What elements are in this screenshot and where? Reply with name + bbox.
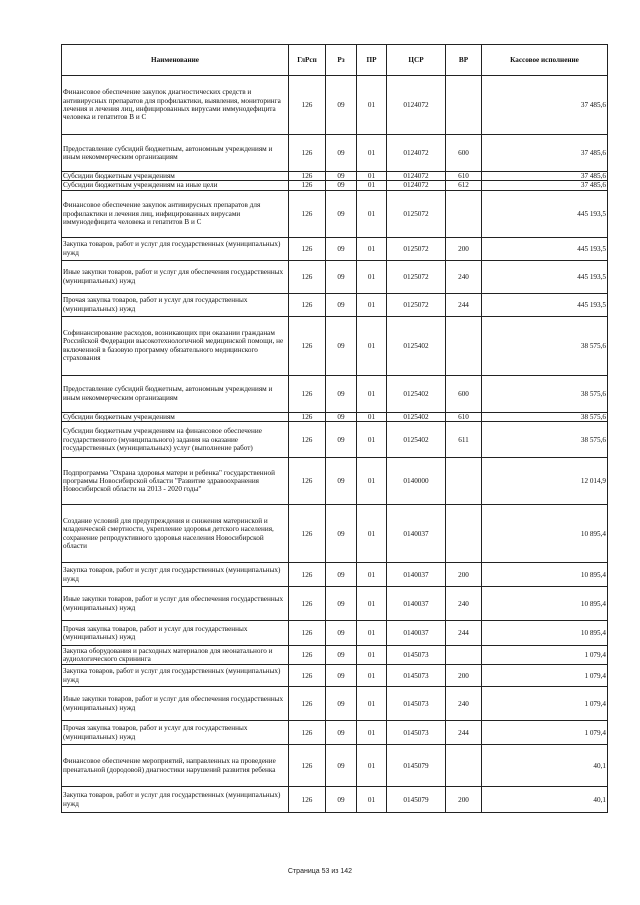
table-row	[62, 665, 608, 687]
cell-pr: 01	[357, 646, 387, 665]
table-row	[62, 293, 608, 316]
cell-pr: 01	[357, 563, 387, 587]
cell-glrsp: 126	[289, 293, 326, 316]
cell-pr: 01	[357, 237, 387, 260]
cell-glrsp: 126	[289, 687, 326, 721]
cell-glrsp: 126	[289, 260, 326, 293]
header-pr: ПР	[357, 45, 387, 76]
cell-glrsp: 126	[289, 787, 326, 813]
table-row	[62, 721, 608, 745]
cell-rz: 09	[326, 237, 357, 260]
cell-vr	[446, 458, 482, 505]
cell-name: Закупка товаров, работ и услуг для государственных (муниципальных) нужд	[62, 665, 289, 687]
cell-rz: 09	[326, 135, 357, 172]
cell-vr: 240	[446, 260, 482, 293]
cell-csr: 0125072	[387, 293, 446, 316]
cell-rz: 09	[326, 260, 357, 293]
cell-csr: 0140037	[387, 587, 446, 621]
cell-pr: 01	[357, 787, 387, 813]
table-row	[62, 260, 608, 293]
cell-csr: 0125402	[387, 412, 446, 421]
table-row	[62, 76, 608, 135]
cell-csr: 0145073	[387, 687, 446, 721]
cell-amount: 37 485,6	[482, 181, 608, 190]
cell-amount: 10 895,4	[482, 621, 608, 646]
cell-glrsp: 126	[289, 587, 326, 621]
cell-pr: 01	[357, 621, 387, 646]
cell-csr: 0124072	[387, 76, 446, 135]
cell-glrsp: 126	[289, 621, 326, 646]
cell-csr: 0140037	[387, 621, 446, 646]
cell-glrsp: 126	[289, 422, 326, 458]
cell-name: Предоставление субсидий бюджетным, автономным учреждениям и иным некоммерческим организациям	[62, 135, 289, 172]
cell-glrsp: 126	[289, 237, 326, 260]
cell-name: Субсидии бюджетным учреждениям на финансовое обеспечение государственного (муниципального) задания на оказание государственных (муниципальных) услуг (выполнение работ)	[62, 422, 289, 458]
cell-pr: 01	[357, 260, 387, 293]
budget-table	[61, 44, 608, 813]
cell-name: Создание условий для предупреждения и снижения материнской и младенческой смертности, укрепление здоровья детского населения, сохранение репродуктивного здоровья населения Новосибирской области	[62, 505, 289, 563]
header-glrsp: ГлРсп	[289, 45, 326, 76]
cell-csr: 0125072	[387, 260, 446, 293]
cell-amount: 12 014,9	[482, 458, 608, 505]
cell-pr: 01	[357, 181, 387, 190]
cell-vr	[446, 190, 482, 237]
cell-vr: 244	[446, 621, 482, 646]
cell-amount: 38 575,6	[482, 422, 608, 458]
table-body	[62, 76, 608, 813]
cell-csr: 0145079	[387, 787, 446, 813]
table-row	[62, 505, 608, 563]
cell-vr: 200	[446, 563, 482, 587]
table-header-row	[62, 45, 608, 76]
cell-amount: 1 079,4	[482, 721, 608, 745]
cell-rz: 09	[326, 316, 357, 375]
cell-csr: 0124072	[387, 135, 446, 172]
cell-vr	[446, 745, 482, 787]
cell-vr: 600	[446, 135, 482, 172]
cell-rz: 09	[326, 505, 357, 563]
cell-name: Иные закупки товаров, работ и услуг для обеспечения государственных (муниципальных) нужд	[62, 687, 289, 721]
cell-glrsp: 126	[289, 646, 326, 665]
cell-rz: 09	[326, 665, 357, 687]
cell-amount: 10 895,4	[482, 563, 608, 587]
cell-rz: 09	[326, 76, 357, 135]
cell-glrsp: 126	[289, 172, 326, 181]
cell-name: Закупка товаров, работ и услуг для государственных (муниципальных) нужд	[62, 563, 289, 587]
cell-vr: 611	[446, 422, 482, 458]
cell-csr: 0125072	[387, 190, 446, 237]
cell-glrsp: 126	[289, 458, 326, 505]
cell-vr	[446, 316, 482, 375]
cell-glrsp: 126	[289, 181, 326, 190]
cell-vr: 600	[446, 375, 482, 412]
cell-vr: 244	[446, 721, 482, 745]
cell-name: Финансовое обеспечение мероприятий, направленных на проведение пренатальной (дородовой) диагностики нарушений развития ребенка	[62, 745, 289, 787]
cell-name: Прочая закупка товаров, работ и услуг для государственных (муниципальных) нужд	[62, 293, 289, 316]
cell-name: Софинансирование расходов, возникающих при оказании гражданам Российской Федерации высокотехнологичной медицинской помощи, не включенной в базовую программу обязательного медицинского страхования	[62, 316, 289, 375]
cell-pr: 01	[357, 422, 387, 458]
cell-pr: 01	[357, 665, 387, 687]
table-row	[62, 181, 608, 190]
cell-vr: 200	[446, 787, 482, 813]
cell-rz: 09	[326, 621, 357, 646]
cell-amount: 445 193,5	[482, 293, 608, 316]
cell-pr: 01	[357, 293, 387, 316]
cell-glrsp: 126	[289, 375, 326, 412]
cell-amount: 445 193,5	[482, 237, 608, 260]
cell-pr: 01	[357, 375, 387, 412]
cell-amount: 38 575,6	[482, 316, 608, 375]
table-row	[62, 135, 608, 172]
cell-glrsp: 126	[289, 316, 326, 375]
cell-amount: 38 575,6	[482, 412, 608, 421]
cell-rz: 09	[326, 190, 357, 237]
cell-glrsp: 126	[289, 745, 326, 787]
header-csr: ЦСР	[387, 45, 446, 76]
cell-pr: 01	[357, 412, 387, 421]
cell-amount: 445 193,5	[482, 260, 608, 293]
cell-name: Прочая закупка товаров, работ и услуг для государственных (муниципальных) нужд	[62, 621, 289, 646]
cell-rz: 09	[326, 412, 357, 421]
cell-vr: 244	[446, 293, 482, 316]
cell-amount: 37 485,6	[482, 172, 608, 181]
cell-amount: 1 079,4	[482, 687, 608, 721]
cell-amount: 1 079,4	[482, 665, 608, 687]
cell-amount: 40,1	[482, 745, 608, 787]
cell-rz: 09	[326, 293, 357, 316]
cell-name: Финансовое обеспечение закупок диагностических средств и антивирусных препаратов для профилактики, выявления, мониторинга лечения и лечения лиц, инфицированных вирусами иммунодефицита человека и гепатитов B и C	[62, 76, 289, 135]
table-row	[62, 458, 608, 505]
cell-csr: 0145079	[387, 745, 446, 787]
cell-rz: 09	[326, 587, 357, 621]
header-amount: Кассовое исполнение	[482, 45, 608, 76]
cell-vr: 612	[446, 181, 482, 190]
cell-rz: 09	[326, 787, 357, 813]
cell-amount: 10 895,4	[482, 505, 608, 563]
table-row	[62, 787, 608, 813]
cell-vr: 240	[446, 587, 482, 621]
cell-vr	[446, 646, 482, 665]
table-row	[62, 687, 608, 721]
cell-pr: 01	[357, 172, 387, 181]
cell-csr: 0140037	[387, 563, 446, 587]
header-name: Наименование	[62, 45, 289, 76]
cell-glrsp: 126	[289, 135, 326, 172]
table-row	[62, 375, 608, 412]
cell-pr: 01	[357, 316, 387, 375]
table-row	[62, 587, 608, 621]
cell-rz: 09	[326, 687, 357, 721]
table-row	[62, 646, 608, 665]
cell-csr: 0145073	[387, 721, 446, 745]
cell-amount: 37 485,6	[482, 135, 608, 172]
cell-csr: 0140037	[387, 505, 446, 563]
table-row	[62, 172, 608, 181]
cell-name: Закупка оборудования и расходных материалов для неонатального и аудиологического скрининга	[62, 646, 289, 665]
cell-amount: 38 575,6	[482, 375, 608, 412]
cell-vr: 200	[446, 237, 482, 260]
cell-pr: 01	[357, 505, 387, 563]
cell-name: Иные закупки товаров, работ и услуг для обеспечения государственных (муниципальных) нужд	[62, 587, 289, 621]
cell-name: Финансовое обеспечение закупок антивирусных препаратов для профилактики и лечения лиц, инфицированных вирусами иммунодефицита человека и гепатитов B и C	[62, 190, 289, 237]
table-row	[62, 422, 608, 458]
cell-glrsp: 126	[289, 665, 326, 687]
table-row	[62, 745, 608, 787]
cell-glrsp: 126	[289, 76, 326, 135]
cell-rz: 09	[326, 375, 357, 412]
cell-csr: 0125072	[387, 237, 446, 260]
cell-vr	[446, 76, 482, 135]
cell-pr: 01	[357, 76, 387, 135]
table-row	[62, 237, 608, 260]
cell-name: Закупка товаров, работ и услуг для государственных (муниципальных) нужд	[62, 237, 289, 260]
cell-glrsp: 126	[289, 190, 326, 237]
cell-pr: 01	[357, 190, 387, 237]
table-row	[62, 190, 608, 237]
cell-vr: 610	[446, 412, 482, 421]
page-number: Страница 53 из 142	[287, 868, 353, 875]
cell-pr: 01	[357, 587, 387, 621]
cell-glrsp: 126	[289, 412, 326, 421]
cell-csr: 0125402	[387, 316, 446, 375]
cell-name: Субсидии бюджетным учреждениям	[62, 412, 289, 421]
cell-name: Подпрограмма "Охрана здоровья матери и ребенка" государственной программы Новосибирской области "Развитие здравоохранения Новосибирской области на 2013 - 2020 годы"	[62, 458, 289, 505]
cell-pr: 01	[357, 687, 387, 721]
cell-vr	[446, 505, 482, 563]
cell-csr: 0145073	[387, 665, 446, 687]
cell-rz: 09	[326, 745, 357, 787]
header-rz: Рз	[326, 45, 357, 76]
cell-amount: 37 485,6	[482, 76, 608, 135]
cell-name: Предоставление субсидий бюджетным, автономным учреждениям и иным некоммерческим организациям	[62, 375, 289, 412]
table-row	[62, 316, 608, 375]
cell-name: Субсидии бюджетным учреждениям	[62, 172, 289, 181]
table-row	[62, 621, 608, 646]
cell-glrsp: 126	[289, 563, 326, 587]
cell-csr: 0125402	[387, 375, 446, 412]
cell-csr: 0140000	[387, 458, 446, 505]
cell-rz: 09	[326, 181, 357, 190]
cell-rz: 09	[326, 422, 357, 458]
cell-csr: 0124072	[387, 181, 446, 190]
cell-csr: 0124072	[387, 172, 446, 181]
cell-amount: 10 895,4	[482, 587, 608, 621]
cell-rz: 09	[326, 458, 357, 505]
cell-name: Закупка товаров, работ и услуг для государственных (муниципальных) нужд	[62, 787, 289, 813]
cell-amount: 1 079,4	[482, 646, 608, 665]
cell-pr: 01	[357, 745, 387, 787]
cell-pr: 01	[357, 135, 387, 172]
cell-vr: 610	[446, 172, 482, 181]
cell-csr: 0125402	[387, 422, 446, 458]
cell-pr: 01	[357, 721, 387, 745]
cell-name: Иные закупки товаров, работ и услуг для обеспечения государственных (муниципальных) нужд	[62, 260, 289, 293]
cell-rz: 09	[326, 646, 357, 665]
table-row	[62, 412, 608, 421]
cell-amount: 40,1	[482, 787, 608, 813]
cell-vr: 240	[446, 687, 482, 721]
cell-pr: 01	[357, 458, 387, 505]
cell-rz: 09	[326, 563, 357, 587]
cell-rz: 09	[326, 721, 357, 745]
header-vr: ВР	[446, 45, 482, 76]
cell-vr: 200	[446, 665, 482, 687]
cell-csr: 0145073	[387, 646, 446, 665]
table-row	[62, 563, 608, 587]
cell-name: Прочая закупка товаров, работ и услуг для государственных (муниципальных) нужд	[62, 721, 289, 745]
cell-glrsp: 126	[289, 505, 326, 563]
cell-name: Субсидии бюджетным учреждениям на иные цели	[62, 181, 289, 190]
cell-amount: 445 193,5	[482, 190, 608, 237]
cell-rz: 09	[326, 172, 357, 181]
cell-glrsp: 126	[289, 721, 326, 745]
